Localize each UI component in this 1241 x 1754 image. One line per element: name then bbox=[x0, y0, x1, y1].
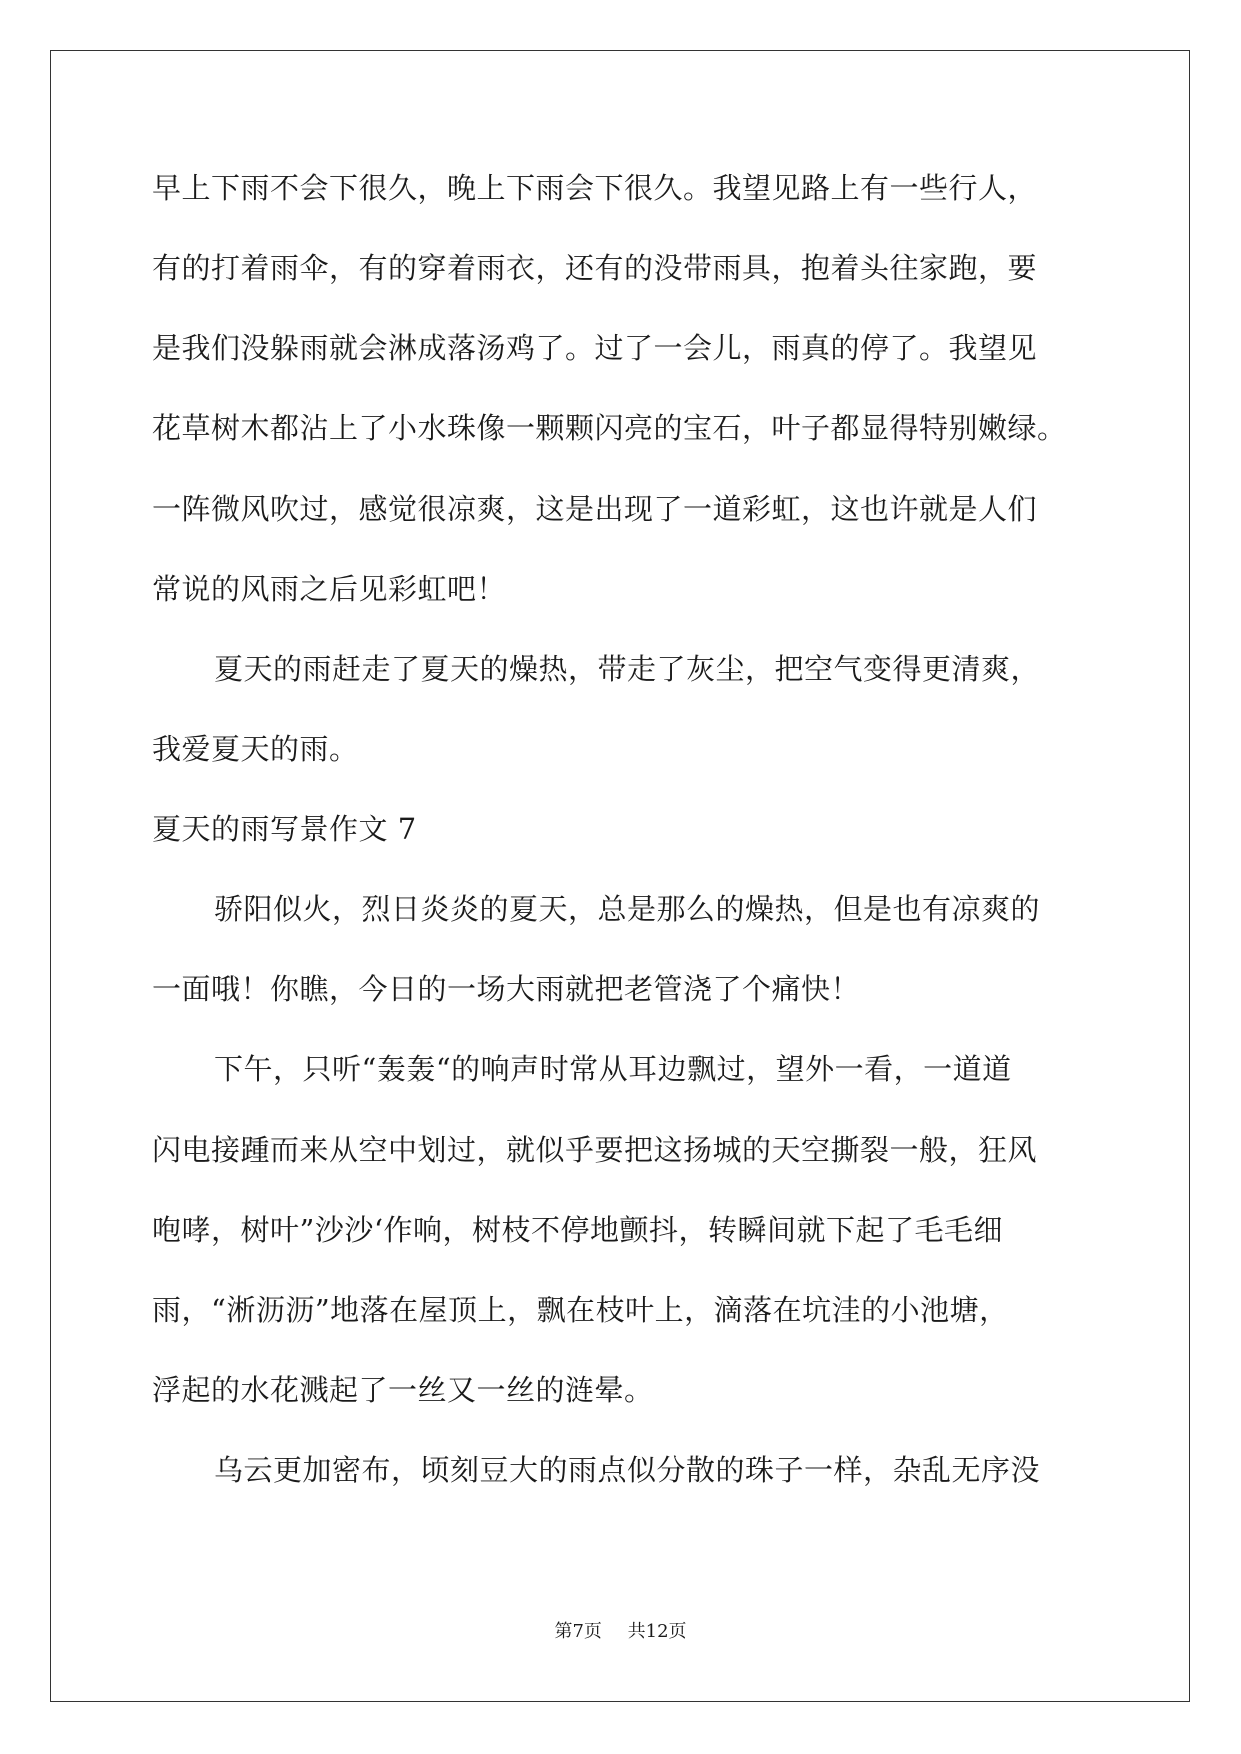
text-line-16: 浮起的水花溅起了一丝又一丝的涟晕。 bbox=[152, 1373, 654, 1407]
text-line-4: 花草树木都沾上了小水珠像一颗颗闪亮的宝石，叶子都显得特别嫩绿。 bbox=[152, 411, 1067, 445]
page-number: 第7页 bbox=[554, 1621, 602, 1642]
text-line-2: 有的打着雨伞，有的穿着雨衣，还有的没带雨具，抱着头往家跑，要 bbox=[152, 251, 1038, 285]
text-line-11: 一面哦！你瞧，今日的一场大雨就把老管浇了个痛快！ bbox=[152, 972, 861, 1006]
text-line-6: 常说的风雨之后见彩虹吧！ bbox=[152, 572, 507, 606]
page-total: 共12页 bbox=[627, 1621, 687, 1642]
text-line-17: 乌云更加密布，顷刻豆大的雨点似分散的珠子一样，杂乱无序没 bbox=[214, 1453, 1041, 1487]
text-line-3: 是我们没躲雨就会淋成落汤鸡了。过了一会儿，雨真的停了。我望见 bbox=[152, 331, 1038, 365]
text-line-15: 雨，“淅沥沥”地落在屋顶上，飘在枝叶上，滴落在坑洼的小池塘， bbox=[152, 1293, 1009, 1327]
text-line-14: 咆哮，树叶”沙沙‘作响，树枝不停地颤抖，转瞬间就下起了毛毛细 bbox=[152, 1213, 1004, 1247]
text-line-5: 一阵微风吹过，感觉很凉爽，这是出现了一道彩虹，这也许就是人们 bbox=[152, 492, 1038, 526]
text-line-1: 早上下雨不会下很久，晚上下雨会下很久。我望见路上有一些行人， bbox=[152, 171, 1038, 205]
text-line-10: 骄阳似火，烈日炎炎的夏天，总是那么的燥热，但是也有凉爽的 bbox=[214, 892, 1041, 926]
section-heading: 夏天的雨写景作文 7 bbox=[152, 812, 417, 846]
text-line-12: 下午，只听“轰轰“的响声时常从耳边飘过，望外一看，一道道 bbox=[214, 1052, 1012, 1086]
page-footer bbox=[0, 1620, 1241, 1644]
text-line-7: 夏天的雨赶走了夏天的燥热，带走了灰尘，把空气变得更清爽， bbox=[214, 652, 1041, 686]
text-line-13: 闪电接踵而来从空中划过，就似乎要把这扬城的天空撕裂一般，狂风 bbox=[152, 1133, 1038, 1167]
text-line-8: 我爱夏天的雨。 bbox=[152, 732, 359, 766]
